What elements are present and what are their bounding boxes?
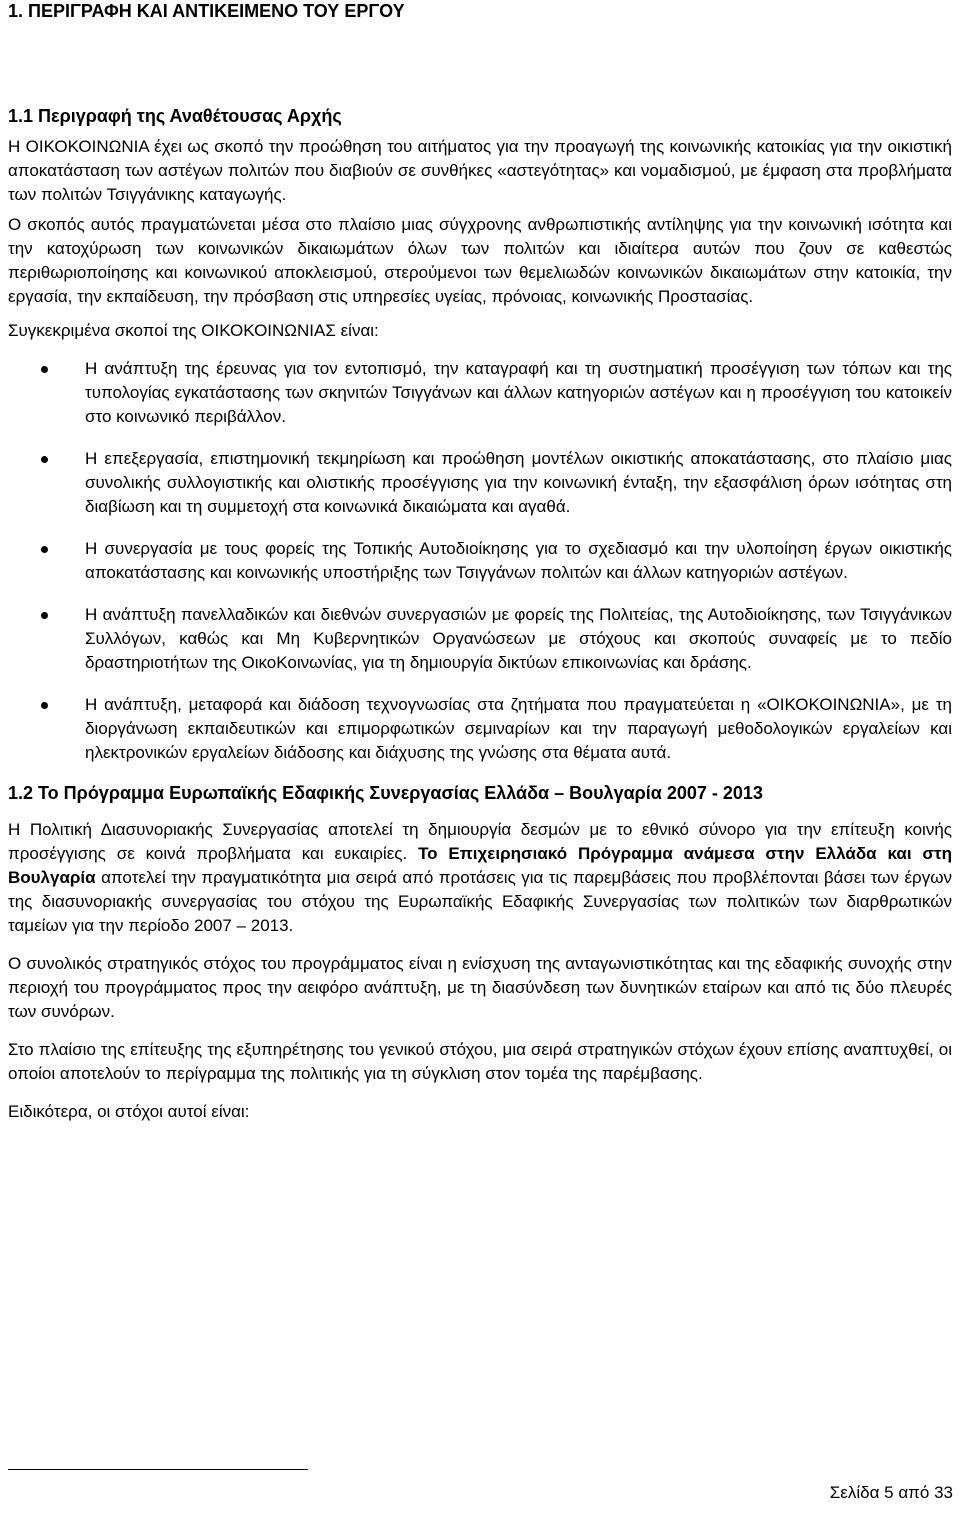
- paragraph-strategic-goal: Ο συνολικός στρατηγικός στόχος του προγράμματος είναι η ενίσχυση της ανταγωνιστικότητας και της εδαφικής συνοχής στην περιοχή του προγράμματος προς την αειφόρο ανάπτυξη, με τη διασύνδεση των δυνητικών εταίρων και από τις δύο πλευρές των συνόρων.: [8, 954, 952, 1021]
- list-item: [8, 693, 952, 765]
- goals-list: [8, 357, 952, 765]
- bullet-dot-icon: [41, 702, 48, 709]
- list-item: [8, 537, 952, 585]
- footer-divider: [8, 1469, 308, 1470]
- paragraph-cross-border-policy: [8, 818, 952, 938]
- bullet-dot-icon: [41, 612, 48, 619]
- list-item-text: Η ανάπτυξη πανελλαδικών και διεθνών συνεργασιών με φορείς της Πολιτείας, της Αυτοδιοίκησης, των Τσιγγάνικων Συλλόγων, καθώς και Μη Κυβερνητικών Οργανώσεων με στόχους και σκοπούς συναφείς με το πεδίο δραστηριοτήτων της ΟικοΚοινωνίας, για τη δημιουργία δικτύων επικοινωνίας και δράσης.: [85, 605, 952, 672]
- paragraph-oikokoinonia-purpose: Η ΟΙΚΟΚΟΙΝΩΝΙΑ έχει ως σκοπό την προώθηση του αιτήματος για την προαγωγή της κοινωνικής κατοικίας για την οικιστική αποκατάσταση των αστέγων πολιτών που διαβιούν σε συνθήκες «αστεγότητας» και νομαδισμού, με έμφαση στα προβλήματα των πολιτών Τσιγγάνικης καταγωγής.: [8, 137, 952, 204]
- list-item-text: Η ανάπτυξη της έρευνας για τον εντοπισμό, την καταγραφή και τη συστηματική προσέγγιση των τόπων και της τυπολογίας εγκατάστασης των σκηνιτών Τσιγγάνων και άλλων κατηγοριών αστέγων και η προσέγγιση του κατοικείν στο κοινωνικό περιβάλλον.: [85, 359, 952, 426]
- bullet-dot-icon: [41, 546, 48, 553]
- heading-section-1-1: 1.1 Περιγραφή της Αναθέτουσας Αρχής: [8, 106, 342, 126]
- heading-chapter-1: 1. ΠΕΡΙΓΡΑΦΗ ΚΑΙ ΑΝΤΙΚΕΙΜΕΝΟ ΤΟΥ ΕΡΓΟΥ: [8, 1, 405, 21]
- list-item-text: Η ανάπτυξη, μεταφορά και διάδοση τεχνογνωσίας στα ζητήματα που πραγματεύεται η «ΟΙΚΟΚΟΙΝΩΝΙΑ», με τη διοργάνωση εκπαιδευτικών και επιμορφωτικών σεμιναρίων και την παραγωγή μεθοδολογικών εργαλείων και ηλεκτρονικών εργαλείων διάδοσης και διάχυσης της γνώσης στα θέματα αυτά.: [85, 695, 952, 762]
- list-item: [8, 447, 952, 519]
- document-page: [8, 0, 952, 1124]
- paragraph-text: Η Πολιτική Διασυνοριακής Συνεργασίας αποτελεί τη δημιουργία δεσμών με το εθνικό σύνορο για την επίτευξη κοινής προσέγγισης σε κοινά προβλήματα και ευκαιρίες.: [8, 820, 952, 863]
- list-item-text: Η συνεργασία με τους φορείς της Τοπικής Αυτοδιοίκησης για το σχεδιασμό και την υλοποίηση έργων οικιστικής αποκατάστασης και κοινωνικής υποστήριξης των Τσιγγάνων πολιτών και άλλων κατηγοριών αστέγων.: [85, 539, 952, 582]
- page-number: Σελίδα 5 από 33: [829, 1483, 953, 1502]
- list-item-text: Η επεξεργασία, επιστημονική τεκμηρίωση και προώθηση μοντέλων οικιστικής αποκατάστασης, στο πλαίσιο μιας συνολικής συλλογιστικής και ολιστικής προσέγγισης για την κοινωνική ένταξη, την εξασφάλιση όρων ισότητας στη διαβίωση και τη συμμετοχή στα κοινωνικά δικαιώματα και αγαθά.: [85, 449, 952, 516]
- paragraph-specific-goals-intro: Συγκεκριμένα σκοποί της ΟΙΚΟΚΟΙΝΩΝΙΑΣ είναι:: [8, 321, 379, 340]
- paragraph-text: αποτελεί την πραγματικότητα μια σειρά από προτάσεις για τις παρεμβάσεις που προβλέπονται βάσει των έργων της διασυνοριακής συνεργασίας του στόχου της Ευρωπαϊκής Εδαφικής Συνεργασίας των πολιτικών των διαρθρωτικών ταμείων για την περίοδο 2007 – 2013.: [8, 868, 952, 935]
- paragraph-purpose-framework: Ο σκοπός αυτός πραγματώνεται μέσα στο πλαίσιο μιας σύγχρονης ανθρωπιστικής αντίληψης για την κοινωνική ισότητα και την κατοχύρωση των κοινωνικών δικαιωμάτων όλων των πολιτών και ιδιαίτερα αυτών που ζουν σε καθεστώς περιθωριοποίησης και κοινωνικού αποκλεισμού, στερούμενοι των θεμελιωδών κοινωνικών δικαιωμάτων στην κατοικία, την εργασία, την εκπαίδευση, την πρόσβαση στις υπηρεσίες υγείας, πρόνοιας, κοινωνικής Προστασίας.: [8, 215, 952, 306]
- bullet-dot-icon: [41, 366, 48, 373]
- bullet-dot-icon: [41, 456, 48, 463]
- paragraph-strategic-objectives: Στο πλαίσιο της επίτευξης της εξυπηρέτησης του γενικού στόχου, μια σειρά στρατηγικών στόχων έχουν επίσης αναπτυχθεί, οι οποίοι αποτελούν το περίγραμμα της πολιτικής για τη σύγκλιση στον τομέα της παρέμβασης.: [8, 1040, 952, 1083]
- list-item: [8, 357, 952, 429]
- heading-section-1-2: 1.2 Το Πρόγραμμα Ευρωπαϊκής Εδαφικής Συνεργασίας Ελλάδα – Βουλγαρία 2007 - 2013: [8, 783, 763, 803]
- paragraph-bold-text: Το Επιχειρησιακό Πρόγραμμα ανάμεσα στην Ελλάδα και στη Βουλγαρία: [8, 844, 953, 887]
- paragraph-objectives-intro: Ειδικότερα, οι στόχοι αυτοί είναι:: [8, 1102, 250, 1121]
- list-item: [8, 603, 952, 675]
